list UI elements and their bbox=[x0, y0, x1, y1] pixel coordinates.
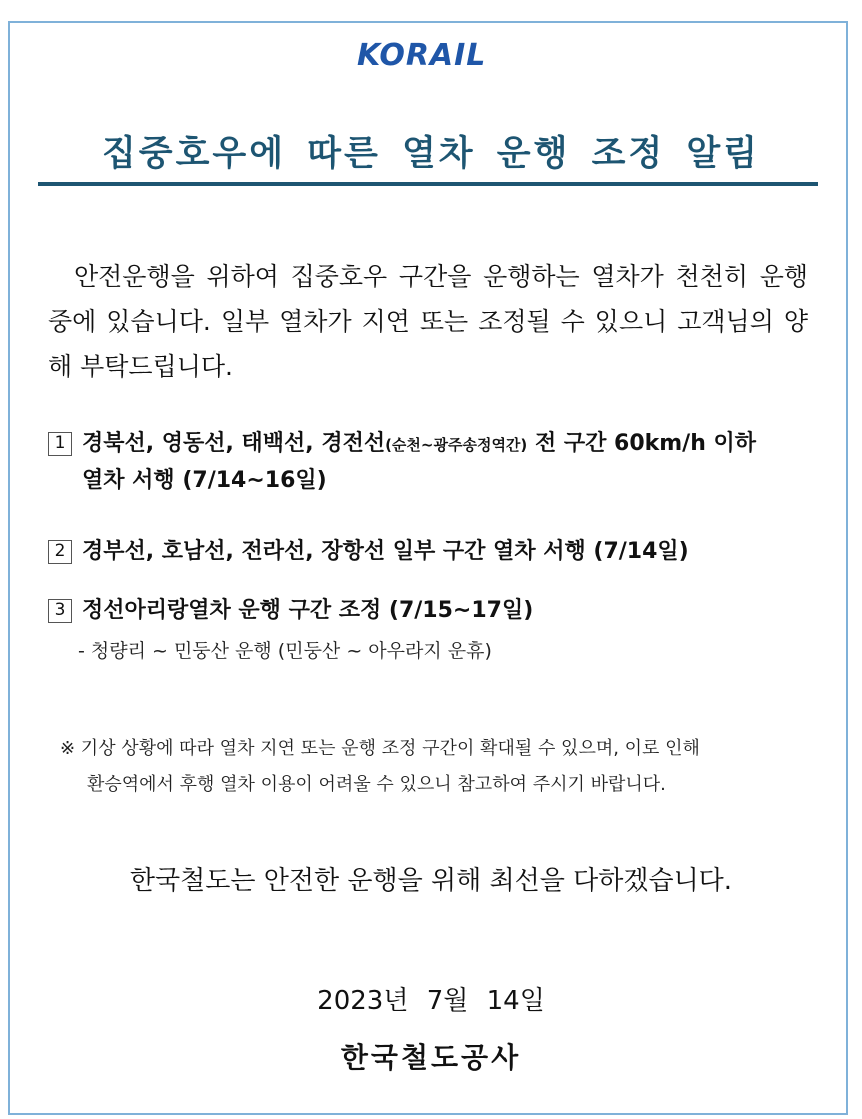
item-text: 정선아리랑열차 운행 구간 조정 (7/15~17일) bbox=[82, 598, 534, 623]
notice-item-2 bbox=[48, 534, 818, 570]
item-number-box: 1 bbox=[48, 432, 72, 456]
issue-date: 2023년 7월 14일 bbox=[317, 986, 545, 1016]
closing-statement: 한국철도는 안전한 운행을 위해 최선을 다하겠습니다. bbox=[129, 866, 733, 896]
item-number-box: 3 bbox=[48, 599, 72, 623]
item-text: 경부선, 호남선, 전라선, 장항선 일부 구간 열차 서행 (7/14일) bbox=[82, 539, 689, 564]
notice-item-3 bbox=[48, 593, 818, 629]
organization-name: 한국철도공사 bbox=[340, 1041, 522, 1074]
note-line-1: ※ 기상 상황에 따라 열차 지연 또는 운행 조정 구간이 확대될 수 있으며, 이로 인해 bbox=[60, 738, 700, 759]
item-number-box: 2 bbox=[48, 540, 72, 564]
item-text: 경북선, 영동선, 태백선, 경전선 bbox=[82, 431, 386, 456]
item-text: 전 구간 60km/h 이하 bbox=[527, 431, 757, 456]
korail-logo bbox=[357, 38, 502, 74]
intro-paragraph bbox=[48, 254, 808, 389]
logo-text: KORAIL bbox=[357, 38, 487, 73]
notice-item-1 bbox=[48, 426, 818, 499]
note-line-2: 환승역에서 후행 열차 이용이 어려울 수 있으니 참고하여 주시기 바랍니다. bbox=[87, 774, 666, 795]
intro-text: 안전운행을 위하여 집중호우 구간을 운행하는 열차가 천천히 운행 중에 있습니다. 일부 열차가 지연 또는 조정될 수 있으니 고객님의 양해 부탁드립니다. bbox=[48, 262, 808, 381]
title-divider bbox=[38, 182, 818, 186]
page-title: 집중호우에 따른 열차 운행 조정 알림 bbox=[101, 134, 761, 174]
item-3-detail: - 청량리 ~ 민둥산 운행 (민둥산 ~ 아우라지 운휴) bbox=[78, 640, 492, 662]
item-text-small: (순천~광주송정역간) bbox=[385, 436, 528, 454]
item-text-continued: 열차 서행 (7/14~16일) bbox=[82, 468, 327, 493]
advisory-note bbox=[60, 731, 820, 803]
